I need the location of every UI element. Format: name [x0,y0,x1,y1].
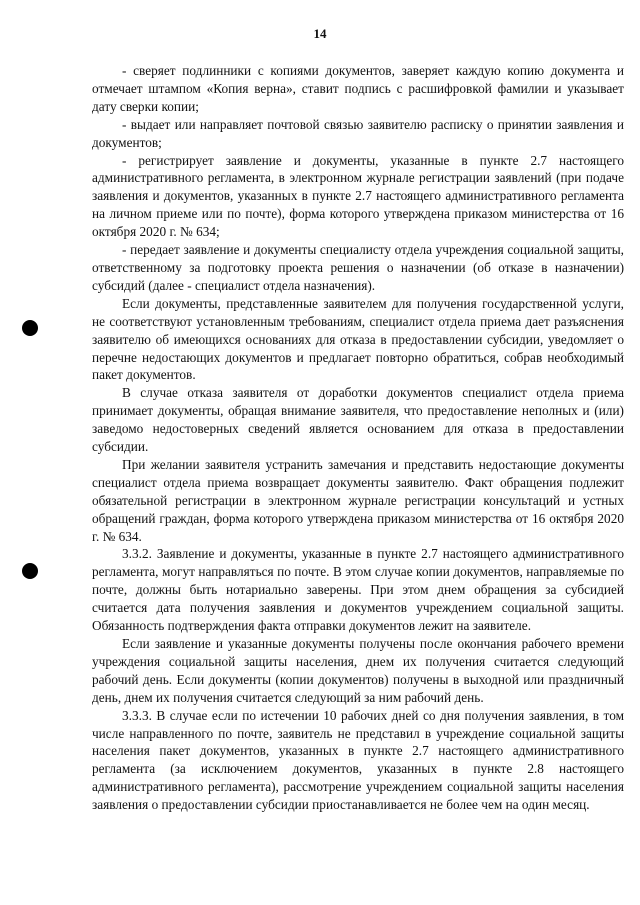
paragraph: Если заявление и указанные документы получены после окончания рабочего времени учреждения социальной защиты населения, днем их получения считается следующий рабочий день. Если документы (копии документов) получены в выходной или праздничный день, днем их получения считается следующий за ним рабочий день. [92,636,624,705]
paragraph: В случае отказа заявителя от доработки документов специалист отдела приема принимает документы, обращая внимание заявителя, что предоставление неполных и (или) заведомо недостоверных сведений является основанием для отказа в предоставлении субсидии. [92,385,624,455]
document-body [92,62,624,814]
punch-hole-mark [22,563,38,579]
paragraph: 3.3.3. В случае если по истечении 10 рабочих дней со дня получения заявления, в том числе направленного по почте, заявитель не представил в учреждение социальной защиты населения пакет документов, указанных в пункте 2.7 настоящего административного регламента (за исключением документов, указанных в пункте 2.8 настоящего административного регламента), рассмотрение учреждением социальной защиты населения заявления о предоставлении субсидии приостанавливается не более чем на один месяц. [92,707,624,813]
paragraph: Если документы, представленные заявителем для получения государственной услуги, не соответствуют установленным требованиям, специалист отдела приема дает разъяснения заявителю об имеющихся основаниях для отказа в предоставлении субсидии, уведомляет о перечне недостающих документов и предлагает повторно обратиться, собрав необходимый пакет документов. [92,295,624,383]
paragraph: - регистрирует заявление и документы, указанные в пункте 2.7 настоящего административного регламента, в электронном журнале регистрации заявлений (при подаче заявления и документов, указанных в пункте 2.7 настоящего административного регламента на личном приеме или по почте), форма которого утверждена приказом министерства от 16 октября 2020 г. № 634; [92,152,624,240]
paragraph: - выдает или направляет почтовой связью заявителю расписку о принятии заявления и документов; [92,116,624,150]
punch-hole-mark [22,320,38,336]
page-number: 14 [313,26,327,41]
paragraph: 3.3.2. Заявление и документы, указанные в пункте 2.7 настоящего административного регламента, могут направляться по почте. В этом случае копии документов, направляемые по почте, должны быть нотариально заверены. При этом днем обращения за субсидией считается дата получения заявления и документов учреждением социальной защиты. Обязанность подтверждения факта отправки документов лежит на заявителе. [92,546,624,634]
paragraph: При желании заявителя устранить замечания и представить недостающие документы специалист отдела приема возвращает документы заявителю. Факт обращения подлежит обязательной регистрации в электронном журнале регистрации консультаций и устных обращений граждан, форма которого утверждена приказом министерства от 16 октября 2020 г. № 634. [92,456,624,544]
paragraph: - сверяет подлинники с копиями документов, заверяет каждую копию документа и отмечает штампом «Копия верна», ставит подпись с расшифровкой фамилии и указывает дату сверки копии; [92,63,624,114]
paragraph: - передает заявление и документы специалисту отдела учреждения социальной защиты, ответственному за подготовку проекта решения о назначении (об отказе в назначении) субсидий (далее - специалист отдела назначения). [92,242,624,293]
